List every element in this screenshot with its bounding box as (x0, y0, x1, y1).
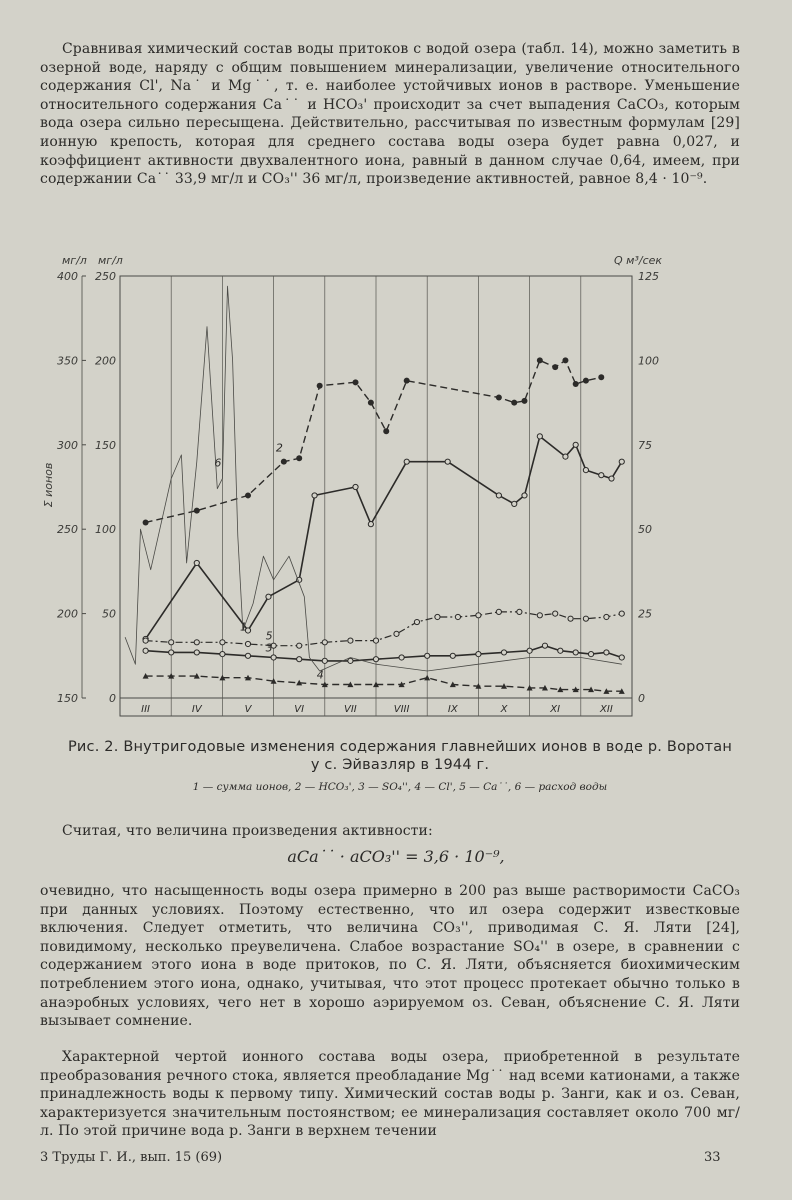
data-point-1 (404, 459, 409, 464)
right-axis-tick: 50 (638, 523, 652, 537)
data-point-2 (143, 519, 149, 525)
data-point-1 (266, 594, 271, 599)
data-point-2 (317, 383, 323, 389)
data-point-2 (404, 378, 410, 384)
inner-axis-tick: 0 (109, 692, 116, 705)
outer-axis-tick: 150 (57, 692, 78, 705)
data-point-3 (527, 648, 532, 653)
sum-ions-axis-label: Σ ионов (42, 462, 55, 508)
series-line-3 (146, 646, 622, 661)
data-point-2 (496, 395, 502, 401)
series-line-5 (146, 612, 622, 646)
right-axis-unit: Q м³/сек (614, 254, 663, 267)
data-point-5 (194, 640, 199, 645)
data-point-3 (588, 652, 593, 657)
data-point-5 (373, 638, 378, 643)
data-point-3 (194, 650, 199, 655)
data-point-5 (245, 641, 250, 646)
outer-axis-tick: 300 (57, 438, 78, 452)
data-point-5 (583, 616, 588, 621)
right-axis-tick: 75 (638, 438, 652, 452)
paragraph-saturation: очевидно, что насыщенность воды озера примерно в 200 раз выше растворимости CaCO₃ при данных условиях. Поэтому естественно, что ил озера содержит известковые включения. Следует отметить, что величина CO₃'', приводимая С. Я. Ляти [24], повидимому, несколько преувеличена. Слабое возрастание SO₄'' в озере, в сравнении с содержанием этого иона в воде притоков, по С. Я. Ляти, объясняется биохимическим потреблением этого иона, однако, учитывая, что этот процесс протекает обычно только в анаэробных условиях, чего нет в хорошо аэрируемом оз. Севан, объяснение С. Я. Ляти вызывает сомнение. (40, 883, 740, 1030)
data-point-5 (435, 614, 440, 619)
ion-chart (0, 250, 792, 728)
inner-axis-tick: 100 (95, 523, 116, 537)
outer-axis-tick: 350 (57, 354, 78, 368)
data-point-1 (194, 560, 199, 565)
data-point-1 (573, 442, 578, 447)
data-point-1 (312, 493, 317, 498)
data-point-3 (322, 658, 327, 663)
inner-axis-tick: 250 (95, 270, 116, 283)
data-point-3 (245, 653, 250, 658)
outer-axis-unit: мг/л (62, 254, 87, 267)
data-point-1 (563, 454, 568, 459)
month-label: XI (550, 704, 561, 715)
data-point-2 (511, 400, 517, 406)
page-number: 33 (704, 1150, 721, 1165)
data-point-2 (598, 374, 604, 380)
outer-axis-tick: 400 (57, 270, 78, 283)
series-tag-6: 6 (214, 456, 222, 470)
data-point-2 (537, 357, 543, 363)
data-point-1 (522, 493, 527, 498)
chart-frame (82, 276, 632, 716)
caption-line-2: у с. Эйвазляр в 1944 г. (310, 757, 490, 773)
data-point-5 (496, 609, 501, 614)
data-point-1 (619, 459, 624, 464)
data-point-3 (425, 653, 430, 658)
right-axis-tick: 0 (638, 692, 645, 705)
data-point-5 (297, 643, 302, 648)
right-axis-tick: 100 (638, 354, 659, 368)
data-point-3 (542, 643, 547, 648)
data-point-2 (583, 378, 589, 384)
data-point-3 (373, 657, 378, 662)
data-point-3 (220, 652, 225, 657)
data-point-5 (322, 640, 327, 645)
series-tag-5: 5 (265, 629, 273, 643)
footer-publication: 3 Труды Г. И., вып. 15 (69) (40, 1150, 223, 1165)
data-point-2 (573, 381, 579, 387)
data-point-2 (194, 508, 200, 514)
data-point-1 (609, 476, 614, 481)
data-point-1 (353, 484, 358, 489)
data-point-3 (297, 657, 302, 662)
data-point-5 (394, 631, 399, 636)
inner-axis-unit: мг/л (98, 254, 123, 267)
month-label: IV (191, 704, 202, 715)
data-point-5 (537, 613, 542, 618)
month-label: IX (447, 704, 458, 715)
right-axis-tick: 25 (638, 607, 652, 621)
data-point-3 (573, 650, 578, 655)
data-point-2 (353, 379, 359, 385)
data-point-1 (368, 522, 373, 527)
data-point-2 (521, 398, 527, 404)
right-axis-tick: 125 (638, 270, 659, 283)
chart-labels (42, 254, 662, 715)
data-point-5 (169, 640, 174, 645)
data-point-5 (455, 614, 460, 619)
month-label: V (244, 704, 252, 715)
data-point-5 (348, 638, 353, 643)
outer-axis-tick: 250 (57, 523, 78, 537)
data-point-3 (169, 650, 174, 655)
paragraph-chemical-composition: Сравнивая химический состав воды притоков с водой озера (табл. 14), можно заметить в озерной воде, наряду с общим повышением минерализации, увеличение относительного содержания Cl', Na˙ и Mg˙˙, т. е. наиболее устойчивых ионов в растворе. Уменьшение относительного содержания Ca˙˙ и HCO₃' происходит за счет выпадения CaCO₃, которым вода озера сильно пересыщена. Действительно, рассчитывая по известным формулам [29] ионную крепость, которая для среднего состава воды озера будет равна 0,027, и коэффициент активности двухвалентного иона, равный в данном случае 0,64, имеем, при содержании Ca˙˙ 33,9 мг/л и CO₃'' 36 мг/л, произведение активностей, равное 8,4 · 10⁻⁹. (40, 41, 740, 188)
data-point-1 (496, 493, 501, 498)
data-point-3 (476, 652, 481, 657)
data-point-1 (445, 459, 450, 464)
data-point-5 (619, 611, 624, 616)
data-point-3 (619, 655, 624, 660)
data-point-3 (558, 648, 563, 653)
inner-axis-tick: 50 (102, 607, 116, 621)
series-line-4 (146, 676, 622, 691)
data-point-2 (383, 428, 389, 434)
outer-axis-tick: 200 (57, 607, 78, 621)
month-label: VIII (393, 704, 410, 715)
data-point-3 (348, 658, 353, 663)
data-point-2 (296, 455, 302, 461)
data-point-5 (604, 614, 609, 619)
data-point-2 (368, 400, 374, 406)
chart-marks (125, 286, 625, 694)
data-point-5 (414, 619, 419, 624)
data-point-3 (143, 648, 148, 653)
data-point-2 (552, 364, 558, 370)
series-tag-1: 1 (240, 620, 247, 634)
inner-axis-tick: 200 (95, 354, 116, 368)
data-point-5 (568, 616, 573, 621)
data-point-5 (143, 638, 148, 643)
paragraph-activity: Считая, что величина произведения активности: (62, 823, 433, 839)
data-point-1 (512, 501, 517, 506)
month-label: XII (600, 704, 613, 715)
series-line-6 (125, 286, 622, 671)
month-label: X (500, 704, 508, 715)
paragraph-ion-composition: Характерной чертой ионного состава воды озера, приобретенной в результате преобразования речного стока, является преобладание Mg˙˙ над всеми катионами, а также принадлежность воды к первому типу. Химический состав воды р. Занги, как и оз. Севан, характеризуется значительным постоянством; ее минерализация составляет около 700 мг/л. По этой причине вода р. Занги в верхнем течении (40, 1049, 740, 1140)
data-point-1 (583, 468, 588, 473)
data-point-3 (450, 653, 455, 658)
caption-line-1: Рис. 2. Внутригодовые изменения содержания главнейших ионов в воде р. Воротан (67, 739, 733, 755)
activity-formula: aCa˙˙ · aCO₃'' = 3,6 · 10⁻⁹, (287, 847, 505, 866)
data-point-5 (553, 611, 558, 616)
figure-legend: 1 — сумма ионов, 2 — HCO₃', 3 — SO₄'', 4 — Cl', 5 — Ca˙˙, 6 — расход воды (192, 781, 608, 793)
data-point-3 (399, 655, 404, 660)
data-point-1 (537, 434, 542, 439)
month-label: VI (294, 704, 305, 715)
data-point-5 (517, 609, 522, 614)
series-tag-3: 3 (265, 641, 273, 655)
series-tag-2: 2 (275, 441, 283, 455)
month-label: III (141, 704, 151, 715)
series-tag-4: 4 (316, 668, 324, 682)
data-point-2 (245, 492, 251, 498)
data-point-2 (562, 357, 568, 363)
figure-caption (40, 738, 760, 774)
data-point-3 (501, 650, 506, 655)
inner-axis-tick: 150 (95, 438, 116, 452)
month-label: VII (344, 704, 357, 715)
data-point-2 (281, 459, 287, 465)
data-point-1 (599, 473, 604, 478)
data-point-5 (220, 640, 225, 645)
data-point-3 (604, 650, 609, 655)
data-point-3 (271, 655, 276, 660)
data-point-5 (476, 613, 481, 618)
